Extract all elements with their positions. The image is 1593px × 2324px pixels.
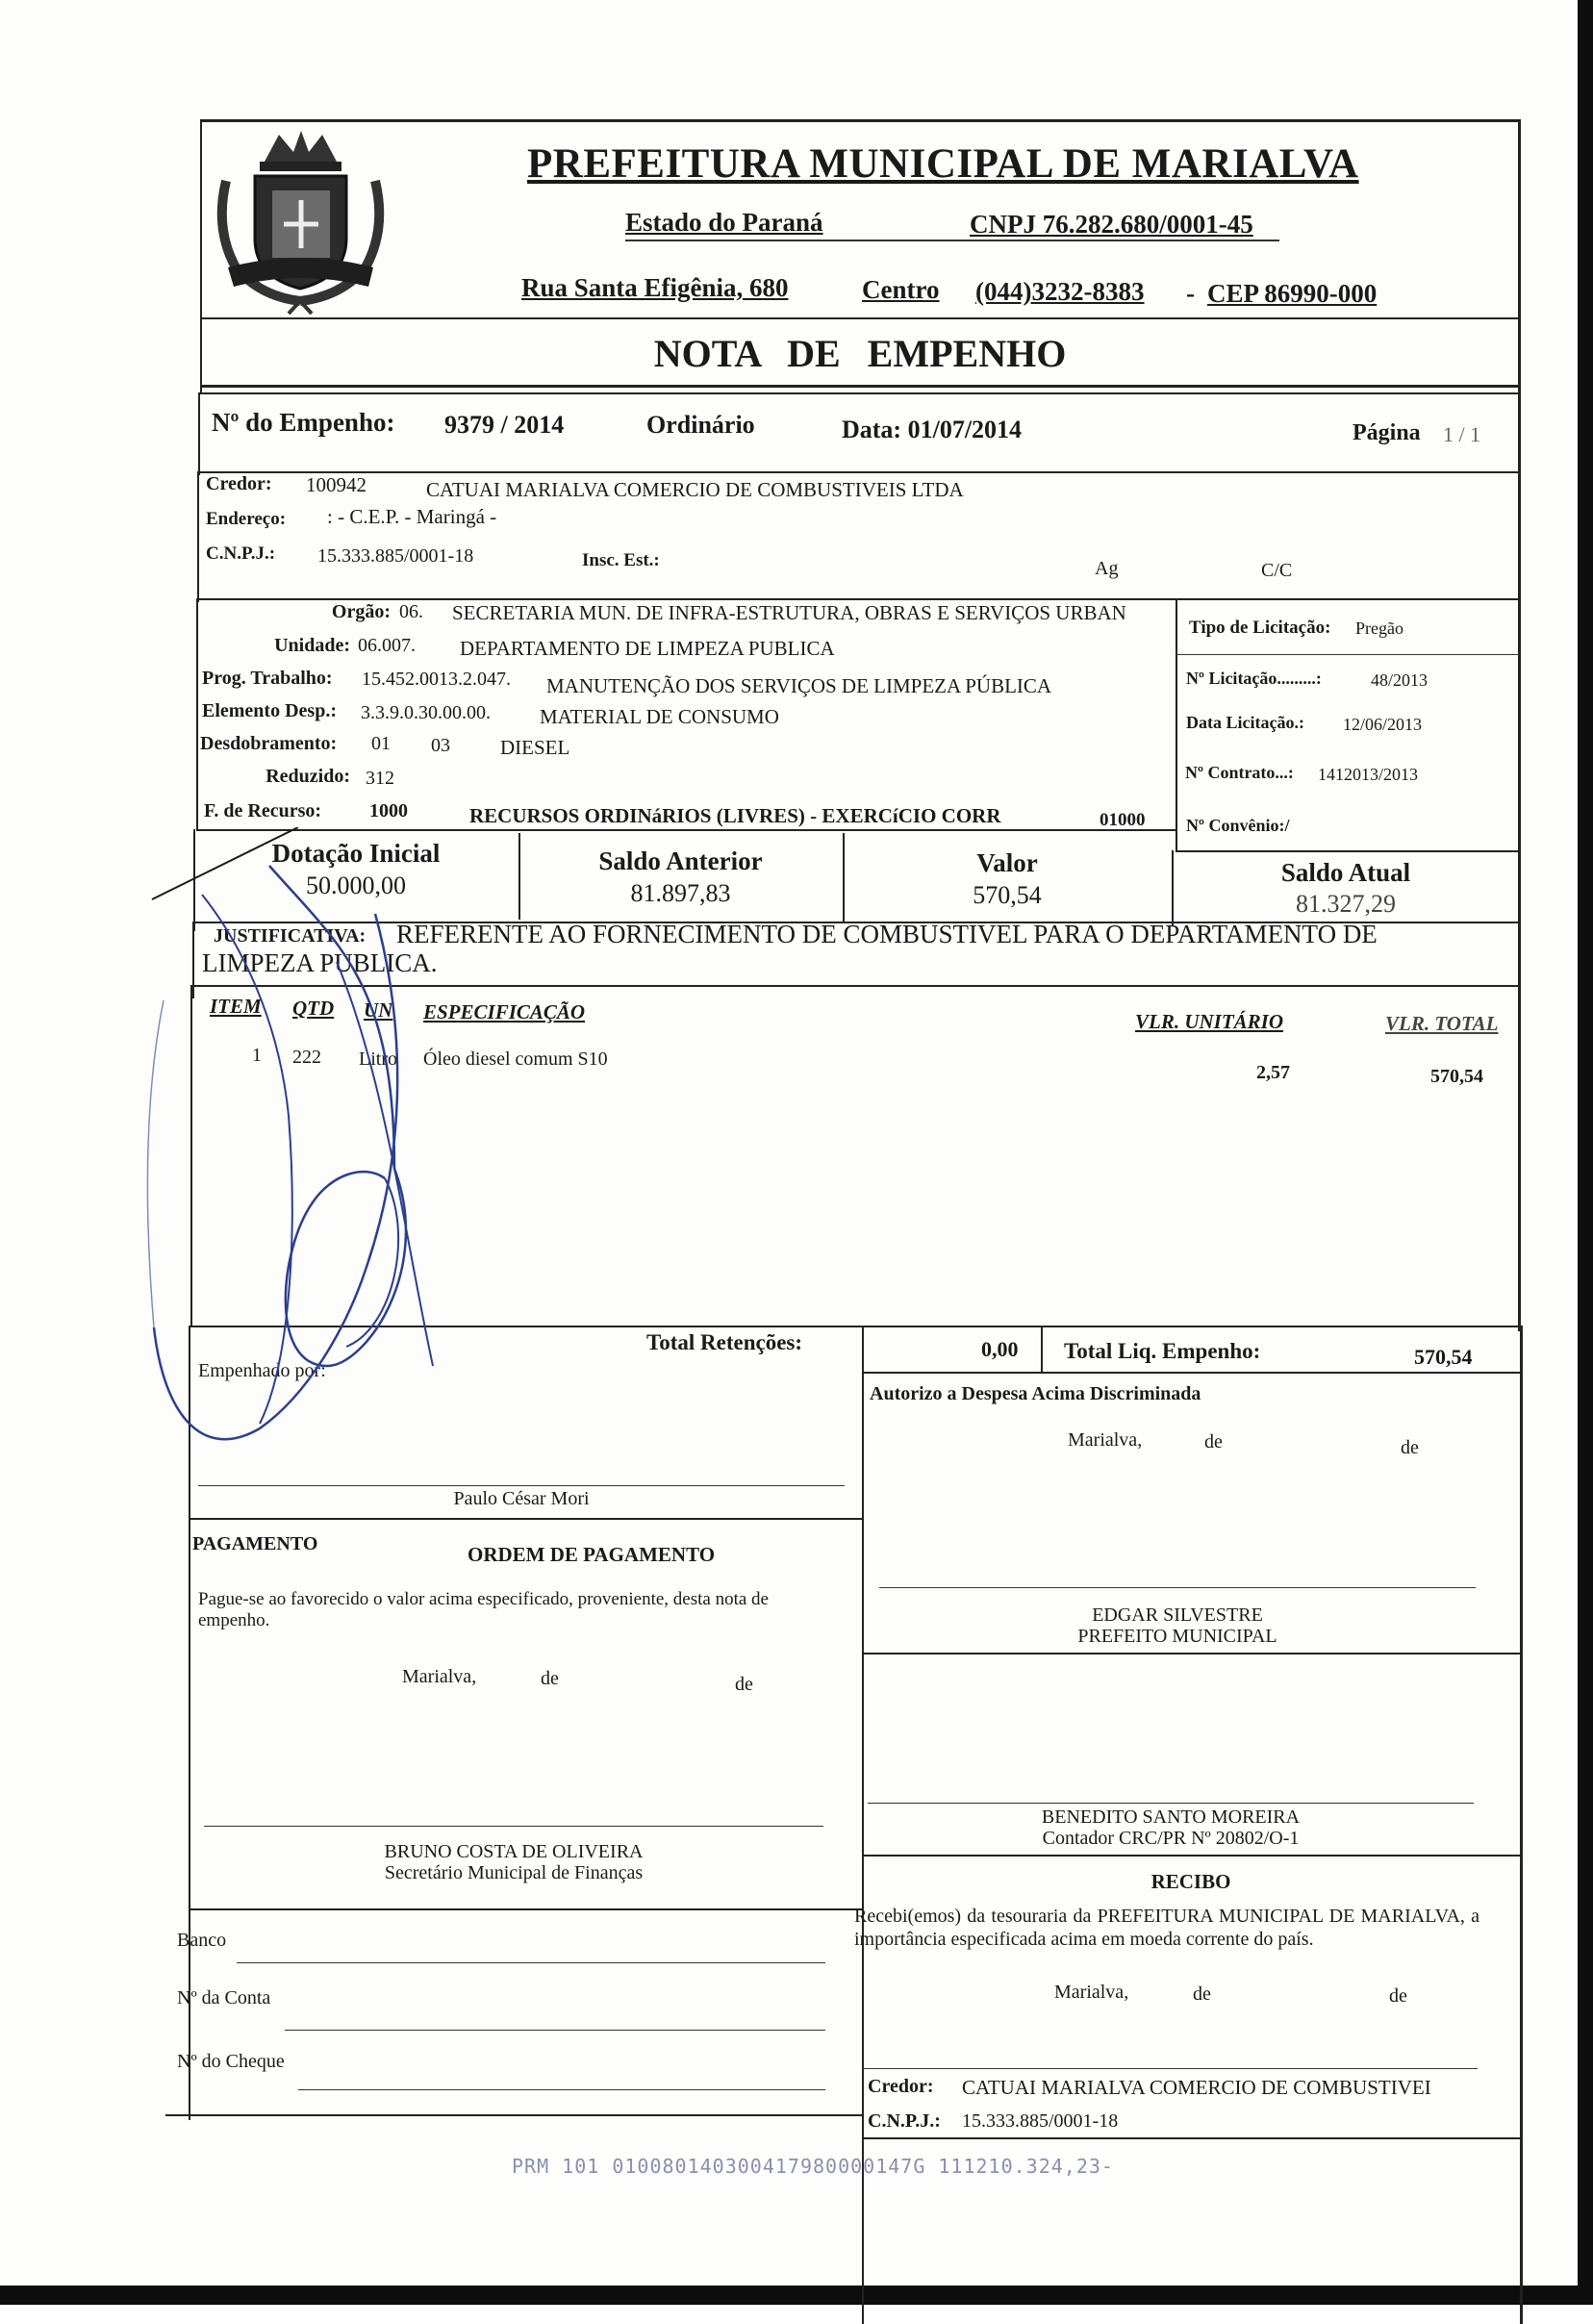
rule-below-prefeito xyxy=(862,1653,1520,1655)
recibo-title: RECIBO xyxy=(1150,1870,1231,1893)
item-row-1-item: 1 xyxy=(252,1045,262,1066)
frame-right-lower xyxy=(1520,1326,1523,2324)
pagamento-text: Pague-se ao favorecido o valor acima especificado, proveniente, desta nota de empenho. xyxy=(198,1589,769,1630)
col-header-vlr-unitario: VLR. UNITÁRIO xyxy=(1135,1010,1284,1033)
municipality-cnpj: CNPJ 76.282.680/0001-45 xyxy=(970,210,1253,239)
credor-cnpj: 15.333.885/0001-18 xyxy=(317,545,474,567)
autorizo-de-2: de xyxy=(1401,1437,1419,1458)
pagamento-de-2: de xyxy=(735,1674,753,1695)
recibo-credor-name: CATUAI MARIALVA COMERCIO DE COMBUSTIVEI xyxy=(962,2076,1431,2099)
valor-label: Valor xyxy=(976,848,1038,877)
justificativa-label: JUSTIFICATIVA: xyxy=(214,925,367,947)
desdobramento-label: Desdobramento: xyxy=(200,733,338,754)
recibo-signature-line xyxy=(862,2068,1478,2069)
pagamento-label: PAGAMENTO xyxy=(192,1533,318,1554)
rule-below-title-2 xyxy=(200,392,1520,394)
saldo-atual-value: 81.327,29 xyxy=(1296,890,1396,918)
financas-signature-line xyxy=(204,1826,823,1827)
frame-left-budget xyxy=(196,598,198,829)
licitacao-rule xyxy=(1176,654,1520,655)
ordem-pagamento-label: ORDEM DE PAGAMENTO xyxy=(468,1543,716,1566)
address-dash: - xyxy=(1186,279,1195,308)
reduzido-value: 312 xyxy=(366,768,394,789)
orgao-name: SECRETARIA MUN. DE INFRA-ESTRUTURA, OBRAS E SERVIÇOS URBAN xyxy=(452,601,1126,624)
credor-code: 100942 xyxy=(306,473,367,496)
num-licitacao-label: Nº Licitação.........: xyxy=(1186,669,1322,688)
rule-above-saldo-atual xyxy=(1176,850,1520,852)
address-district: Centro xyxy=(862,275,940,304)
financas-name: BRUNO COSTA DE OLIVEIRA xyxy=(384,1841,644,1862)
item-row-1-qtd: 222 xyxy=(292,1047,321,1068)
rule-below-totals xyxy=(862,1372,1520,1374)
credor-label: Credor: xyxy=(206,473,272,494)
elemento-code: 3.3.9.0.30.00.00. xyxy=(361,702,491,723)
col-header-un: UN xyxy=(364,998,393,1022)
fonte-recurso-number: 01000 xyxy=(1100,810,1146,830)
num-convenio-label: Nº Convênio:/ xyxy=(1186,816,1290,835)
empenhado-por-label: Empenhado por: xyxy=(198,1360,326,1381)
scan-border-bottom xyxy=(0,2286,1593,2305)
recibo-cnpj-label: C.N.P.J.: xyxy=(868,2110,941,2132)
frame-top xyxy=(200,119,1520,122)
orgao-code: 06. xyxy=(399,601,423,622)
elemento-name: MATERIAL DE CONSUMO xyxy=(540,705,779,728)
document-title: NOTA DE EMPENHO xyxy=(653,332,1067,375)
credor-address-value: : - C.E.P. - Maringá - xyxy=(327,505,497,528)
cheque-label: Nº do Cheque xyxy=(177,2051,285,2072)
prog-trabalho-code: 15.452.0013.2.047. xyxy=(362,669,511,690)
unidade-label: Unidade: xyxy=(274,635,350,656)
recibo-place: Marialva, xyxy=(1054,1982,1129,2003)
saldo-anterior-value: 81.897,83 xyxy=(630,879,731,907)
handwritten-signature xyxy=(144,827,529,1481)
autorizo-place: Marialva, xyxy=(1068,1429,1143,1451)
address-phone: (044)3232-8383 xyxy=(975,277,1145,306)
valor-value: 570,54 xyxy=(973,881,1042,909)
item-row-1-especificacao: Óleo diesel comum S10 xyxy=(423,1048,608,1070)
prefeito-name: EDGAR SILVESTRE xyxy=(1092,1604,1263,1626)
frame-right xyxy=(1518,119,1521,1331)
rule-above-pagamento xyxy=(189,1518,862,1520)
unidade-name: DEPARTAMENTO DE LIMPEZA PUBLICA xyxy=(460,637,835,660)
dotacao-inicial-label: Dotação Inicial xyxy=(271,839,441,868)
empenhado-por-name: Paulo César Mori xyxy=(453,1488,590,1509)
col-header-item: ITEM xyxy=(210,995,262,1018)
recibo-credor-label: Credor: xyxy=(868,2076,934,2097)
prog-trabalho-name: MANUTENÇÃO DOS SERVIÇOS DE LIMPEZA PÚBLICA xyxy=(546,674,1052,697)
financas-role: Secretário Municipal de Finanças xyxy=(384,1862,644,1883)
contador-name: BENEDITO SANTO MOREIRA xyxy=(1041,1806,1301,1828)
item-row-1-vlr-total: 570,54 xyxy=(1430,1066,1483,1087)
empenhado-signature-line xyxy=(198,1485,845,1486)
rule-below-header xyxy=(200,317,1520,319)
frame-bottom-right xyxy=(862,2137,1522,2139)
item-row-1-vlr-unitario: 2,57 xyxy=(1256,1062,1290,1083)
orgao-label: Orgão: xyxy=(331,601,391,622)
contador-signature-line xyxy=(868,1803,1474,1804)
justificativa-text-line2: LIMPEZA PUBLICA. xyxy=(202,948,438,977)
prefeito-signature-line xyxy=(879,1587,1476,1588)
desdobramento-name: DIESEL xyxy=(500,736,570,759)
empenho-date: Data: 01/07/2014 xyxy=(842,416,1023,443)
total-liquido-label: Total Liq. Empenho: xyxy=(1064,1339,1261,1363)
fonte-recurso-name: RECURSOS ORDINáRIOS (LIVRES) - EXERCíCIO CORR xyxy=(469,804,1001,827)
state-name: Estado do Paraná xyxy=(625,208,823,237)
agency-label: Ag xyxy=(1095,558,1119,579)
justificativa-text-line1: REFERENTE AO FORNECIMENTO DE COMBUSTIVEL PARA O DEPARTAMENTO DE xyxy=(396,920,1378,948)
col-header-vlr-total: VLR. TOTAL xyxy=(1385,1012,1499,1035)
item-row-1-unit: Litro xyxy=(359,1048,397,1070)
rule-below-empenho xyxy=(198,471,1520,473)
pagamento-de-1: de xyxy=(541,1668,559,1689)
num-licitacao-value: 48/2013 xyxy=(1371,670,1429,690)
frame-left-header xyxy=(200,119,202,350)
unidade-code: 06.007. xyxy=(358,635,416,656)
coat-of-arms-logo xyxy=(207,123,394,316)
contador-role: Contador CRC/PR Nº 20802/O-1 xyxy=(1042,1828,1300,1849)
recibo-de-1: de xyxy=(1193,1983,1211,2005)
cheque-field-line xyxy=(298,2089,825,2090)
empenho-number-label: Nº do Empenho: xyxy=(212,408,395,437)
prog-trabalho-label: Prog. Trabalho: xyxy=(202,668,333,689)
elemento-label: Elemento Desp.: xyxy=(202,700,337,721)
frame-left-credor xyxy=(197,471,199,602)
totals-divider xyxy=(1041,1326,1043,1374)
desdobramento-b: 03 xyxy=(431,735,450,756)
frame-bottom-left xyxy=(165,2114,864,2116)
tipo-licitacao-label: Tipo de Licitação: xyxy=(1189,618,1331,638)
credor-cnpj-label: C.N.P.J.: xyxy=(206,543,276,564)
total-liquido-value: 570,54 xyxy=(1414,1345,1473,1369)
page-label: Página xyxy=(1353,420,1421,445)
tipo-licitacao-value: Pregão xyxy=(1355,619,1403,638)
autorizo-label: Autorizo a Despesa Acima Discriminada xyxy=(870,1383,1201,1404)
data-licitacao-label: Data Licitação.: xyxy=(1186,713,1304,732)
fonte-recurso-code: 1000 xyxy=(369,800,408,821)
desdobramento-a: 01 xyxy=(371,733,391,754)
num-contrato-value: 1412013/2013 xyxy=(1318,765,1419,784)
rule-above-recibo xyxy=(862,1855,1520,1857)
saldo-anterior-label: Saldo Anterior xyxy=(598,846,763,875)
rule-below-credor xyxy=(197,598,1520,600)
data-licitacao-value: 12/06/2013 xyxy=(1343,715,1423,734)
state-underline xyxy=(625,240,1279,241)
recibo-cnpj: 15.333.885/0001-18 xyxy=(962,2110,1119,2132)
credor-name: CATUAI MARIALVA COMERCIO DE COMBUSTIVEIS LTDA xyxy=(426,478,964,501)
scan-border-right xyxy=(1578,0,1593,2305)
rule-below-title xyxy=(200,385,1520,388)
account-label: C/C xyxy=(1261,560,1293,581)
reduzido-label: Reduzido: xyxy=(266,766,350,787)
num-contrato-label: Nº Contrato...: xyxy=(1185,763,1294,782)
total-retencoes-label: Total Retenções: xyxy=(646,1330,803,1354)
empenho-type: Ordinário xyxy=(646,411,755,439)
total-retencoes-value: 0,00 xyxy=(981,1337,1019,1361)
banco-label: Banco xyxy=(177,1930,227,1951)
address-cep: CEP 86990-000 xyxy=(1207,279,1378,308)
address-street: Rua Santa Efigênia, 680 xyxy=(521,273,789,302)
pagamento-place: Marialva, xyxy=(402,1666,477,1687)
budget-licitacao-divider xyxy=(1176,598,1177,850)
conta-field-line xyxy=(285,2030,825,2031)
banco-field-line xyxy=(237,1962,825,1963)
prefeito-role: PREFEITO MUNICIPAL xyxy=(1077,1626,1277,1647)
fonte-recurso-label: F. de Recurso: xyxy=(204,800,322,821)
rule-above-bank xyxy=(189,1908,862,1910)
empenho-number: 9379 / 2014 xyxy=(444,411,565,439)
credor-address-label: Endereço: xyxy=(206,509,287,529)
col-header-qtd: QTD xyxy=(292,997,335,1020)
autorizo-de-1: de xyxy=(1204,1431,1223,1452)
bank-processing-stamp: PRM 101 010080140300417980000147G 111210.324,23- xyxy=(512,2155,1114,2178)
recibo-text: Recebi(emos) da tesouraria da PREFEITURA MUNICIPAL DE MARIALVA, a importância especificada acima em moeda corrente do país. xyxy=(854,1906,1479,1950)
insc-est-label: Insc. Est.: xyxy=(582,550,660,570)
municipality-title: PREFEITURA MUNICIPAL DE MARIALVA xyxy=(527,141,1359,187)
dotacao-inicial-value: 50.000,00 xyxy=(306,872,406,899)
frame-left-empenho xyxy=(198,392,200,475)
saldo-atual-label: Saldo Atual xyxy=(1280,858,1411,887)
page-value: 1 / 1 xyxy=(1443,422,1481,446)
col-header-especificacao: ESPECIFICAÇÃO xyxy=(423,1000,586,1023)
conta-label: Nº da Conta xyxy=(177,1987,271,2008)
recibo-de-2: de xyxy=(1389,1985,1407,2007)
